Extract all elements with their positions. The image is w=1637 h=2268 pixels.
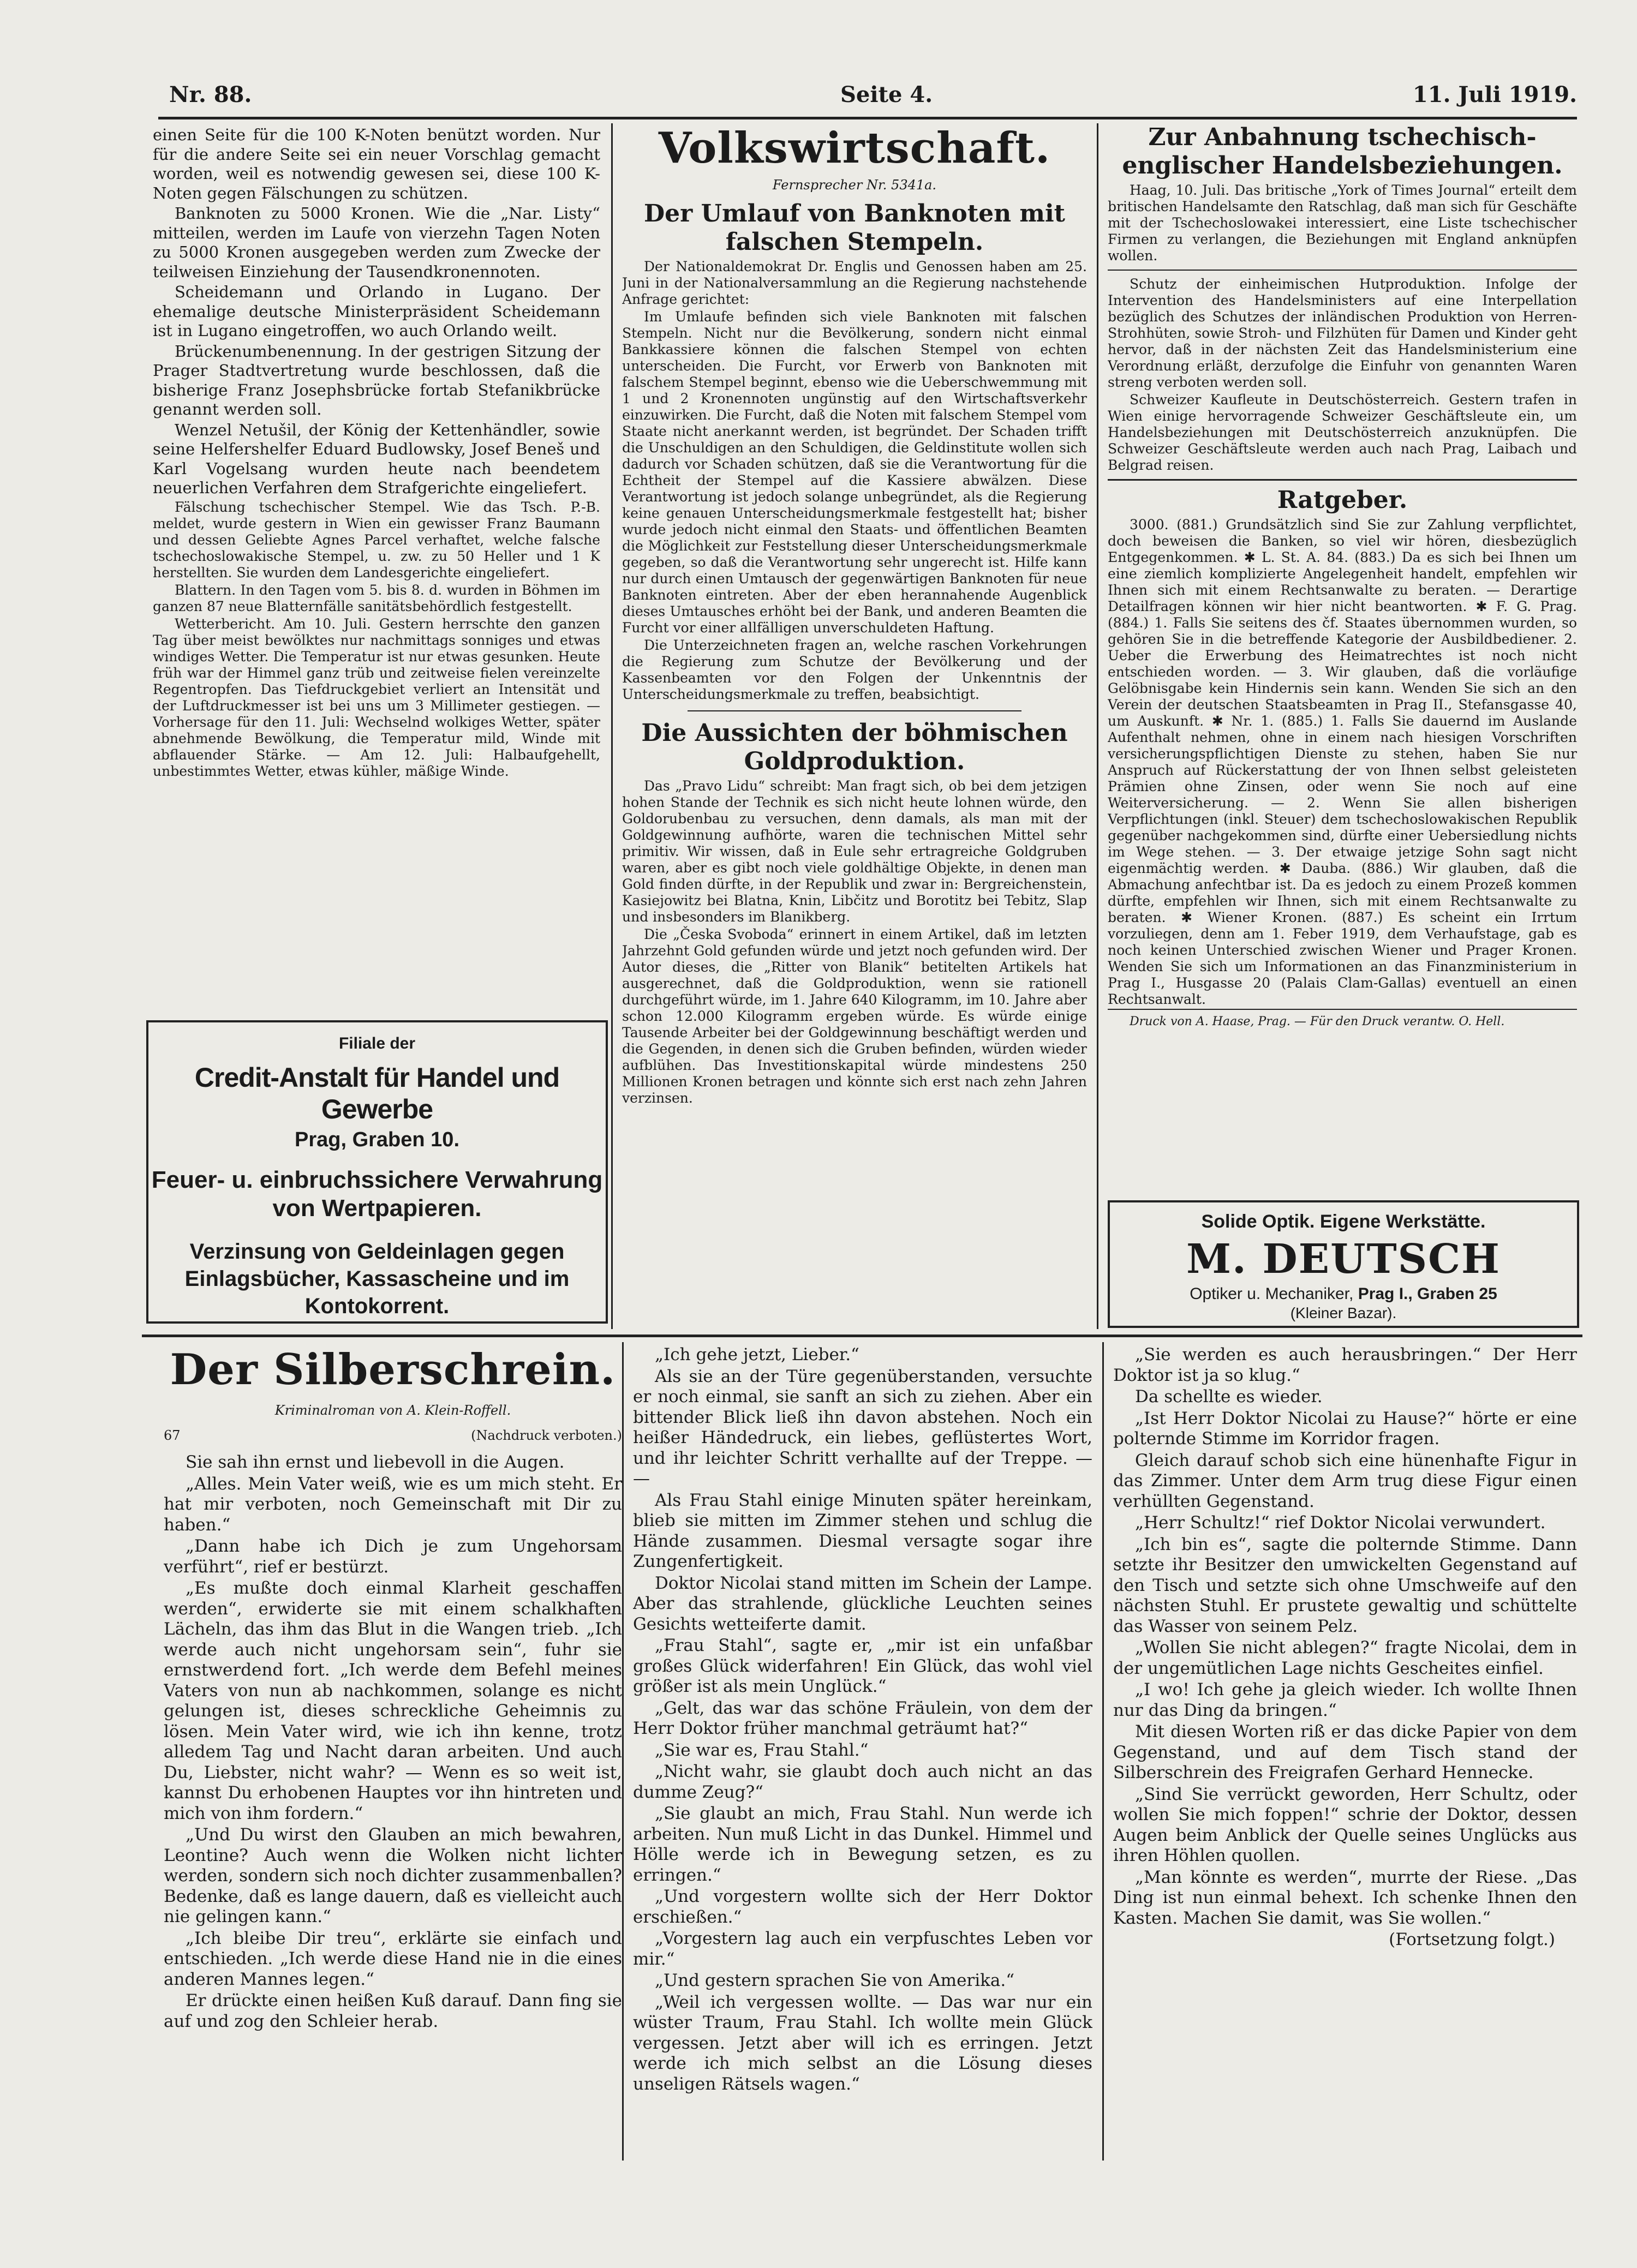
novel-paragraph: „Ich bleibe Dir treu“, erklärte sie einfach und entschieden. „Ich werde diese Hand nie in die eines anderen Mannes legen.“ <box>164 1928 622 1989</box>
novel-paragraph: „Und Du wirst den Glauben an mich bewahren, Leontine? Auch wenn die Wolken nicht lichter werden, sondern sich noch dichter zusammenballen? Bedenke, daß es lange dauern, daß es vielleicht auch nie gelingen kann.“ <box>164 1825 622 1926</box>
bank-ad-name: Credit-Anstalt für Handel und Gewerbe <box>194 1062 560 1124</box>
novel-paragraph: „Sie glaubt an mich, Frau Stahl. Nun werde ich arbeiten. Nun muß Licht in das Dunkel. Himmel und Hölle werde ich in Bewegung setzen, es zu erringen.“ <box>633 1804 1092 1885</box>
novel-paragraph: „Gelt, das war das schöne Fräulein, von dem der Herr Doktor früher manchmal geträumt hat?“ <box>633 1698 1092 1738</box>
news-item: Brückenumbenennung. In der gestrigen Sitzung der Prager Stadtvertretung wurde beschlossen, daß die bisherige Franz Josephsbrücke fortab Stefanikbrücke genannt werden soll. <box>153 342 600 418</box>
novel-paragraph: „Alles. Mein Vater weiß, wie es um mich steht. Er hat mir verboten, noch Gemeinschaft mit Dir zu haben.“ <box>164 1474 622 1535</box>
novel-paragraph: „Dann habe ich Dich je zum Ungehorsam verführt“, rief er bestürzt. <box>164 1536 622 1577</box>
novel-paragraph: „Ich bin es“, sagte die polternde Stimme. Dann setzte ihr Besitzer den umwickelten Gegenstand auf den Tisch und setzte sich ohne Umschweife auf den nächsten Stuhl. Er prustete gewaltig und schüttelte das Wasser von seinem Pelz. <box>1113 1534 1577 1636</box>
article-divider <box>688 710 1021 711</box>
optician-ad-slogan: Solide Optik. Eigene Werkstätte. <box>1201 1211 1486 1232</box>
news-item: Scheidemann und Orlando in Lugano. Der ehemalige deutsche Ministerpräsident Scheidemann ist in Lugano eingetroffen, wo auch Orlando weilt. <box>153 283 600 340</box>
article-title: Der Umlauf von Banknoten mit falschen Stempeln. <box>644 199 1065 256</box>
novel-byline <box>164 1426 622 1446</box>
article-title: Die Aussichten der böhmischen Goldproduktion. <box>641 719 1068 775</box>
novel-paragraph: Er drückte einen heißen Kuß darauf. Dann fing sie auf und zog den Schleier herab. <box>164 1991 622 2031</box>
issue-date: 11. Juli 1919. <box>1412 82 1577 107</box>
installment-number: 67 <box>164 1427 181 1443</box>
column-rule-1 <box>611 123 613 1329</box>
column-rule-2 <box>1097 123 1098 1329</box>
article-paragraph: Die „Česka Svoboda“ erinnert in einem Artikel, daß im letzten Jahrzehnt Gold gefunden würde und jetzt noch gefunden wird. Der Autor dieses, die „Ritter von Blanik“ betitelten Artikels hat ausgerechnet, daß die Goldproduktion, wenn sie rationell durchgeführt würde, im 1. Jahre 640 Kilogramm, im 10. Jahre aber schon 12.000 Kilogramm ergeben würde. Es würde einige Tausende Arbeiter bei der Goldgewinnung beschäftigt werden und die Gegenden, in denen sich die Gruben befinden, würden wieder aufblühen. Das Investitionskapital würde mindestens 250 Millionen Kronen betragen und könnte sich erst nach zehn Jahren verzinsen. <box>622 926 1087 1106</box>
novel-column-rule-1 <box>622 1342 624 2161</box>
novel-paragraph: „Ich gehe jetzt, Lieber.“ <box>655 1345 859 1365</box>
novel-paragraph: „Es mußte doch einmal Klarheit geschaffen werden“, erwiderte sie mit einem schalkhaften Lächeln, das ihm das Blut in die Wangen trieb. „Ich werde auch nicht ungehorsam sein“, fuhr sie ernstwerdend fort. „Ich werde dem Befehl meines Vaters von nun ab nachkommen, solange es nicht gelungen ist, dieses schreckliche Geheimnis zu lösen. Mein Vater wird, wie ich ihn kenne, trotz alledem Tag und Nacht daran arbeiten. Und auch Du, Liebster, nicht wahr? — Wenn es so weit ist, kannst Du erhobenen Hauptes vor ihn hintreten und mich von ihm fordern.“ <box>164 1578 622 1823</box>
novel-column-2 <box>633 1345 1092 2174</box>
novel-paragraph: „Herr Schultz!“ rief Doktor Nicolai verwundert. <box>1135 1513 1546 1533</box>
novel-paragraph: Als sie an der Türe gegenüberstanden, versuchte er noch einmal, sie sanft an sich zu ziehen. Aber ein bittender Blick ließ ihn davon abstehen. Noch ein heißer Händedruck, ein liebes, geflüstertes Wort, und ihr leichter Schritt verhallte auf der Treppe. — — <box>633 1366 1092 1488</box>
article-paragraph: Schutz der einheimischen Hutproduktion. Infolge der Intervention des Handelsministers auf eine Interpellation bezüglich des Schutzes der inländischen Produktion von Herren-Strohhüten, sowie Stroh- und Filzhüten für Damen und Kinder geht hervor, daß in der nächsten Zeit das Handelsministerium eine Verordnung erläßt, derzufolge die Einfuhr von genannten Waren streng verboten werden soll. <box>1108 276 1577 390</box>
optician-ad-name: M. DEUTSCH <box>1186 1236 1501 1283</box>
novel-paragraph: Doktor Nicolai stand mitten im Schein der Lampe. Aber das strahlende, glückliche Leuchten seines Gesichts wetteiferte damit. <box>633 1573 1092 1634</box>
article-paragraph: Haag, 10. Juli. Das britische „York of Times Journal“ erteilt dem britischen Handelsamte den Ratschlag, daß man sich für Geschäfte mit der Tschechoslowakei interessiert, eine Liste tschechischer Firmen zu verlangen, die Beziehungen mit England anknüpfen wollen. <box>1108 182 1577 264</box>
ratgeber-title: Ratgeber. <box>1277 486 1408 514</box>
phone-number: Fernsprecher Nr. 5341a. <box>772 177 937 193</box>
novel-column-rule-2 <box>1102 1342 1104 2161</box>
section-title: Volkswirtschaft. <box>658 123 1051 173</box>
novel-paragraph: „Und vorgestern wollte sich der Herr Doktor erschießen.“ <box>633 1887 1092 1927</box>
bank-ad-service1: Feuer- u. einbruchssichere Verwahrung von Wertpapieren. <box>151 1166 603 1222</box>
article-paragraph: Schweizer Kaufleute in Deutschösterreich. Gestern trafen in Wien einige hervorragende Schweizer Geschäftsleute ein, um Handelsbeziehungen mit Deutschösterreich anzuknüpfen. Die Schweizer Geschäftsleute werden auch nach Prag, Laibach und Belgrad reisen. <box>1108 392 1577 473</box>
middle-column <box>622 123 1087 1324</box>
bank-advertisement <box>146 1020 608 1324</box>
novel-column-3 <box>1113 1345 1577 2174</box>
article-divider <box>1108 479 1577 481</box>
news-item-small: Fälschung tschechischer Stempel. Wie das Tsch. P.-B. meldet, wurde gestern in Wien ein gewisser Franz Baumann und dessen Geliebte Agnes Parcel verhaftet, welche falsche tschechoslowakische Stempel, u. zw. zu 50 Heller und 1 K herstellten. Sie wurden dem Landesgerichte eingeliefert. <box>153 499 600 581</box>
novel-paragraph: „Nicht wahr, sie glaubt doch auch nicht an das dumme Zeug?“ <box>633 1762 1092 1802</box>
novel-paragraph: „Frau Stahl“, sagte er, „mir ist ein unfaßbar großes Glück widerfahren! Ein Glück, das wohl viel größer ist als mein Unglück.“ <box>633 1636 1092 1696</box>
novel-paragraph: „Wollen Sie nicht ablegen?“ fragte Nicolai, dem in der ungemütlichen Lage nichts Gescheites einfiel. <box>1113 1638 1577 1678</box>
bank-ad-service2: Verzinsung von Geldeinlagen gegen Einlagsbücher, Kassascheine und im Kontokorrent. <box>184 1240 570 1318</box>
novel-paragraph: Sie sah ihn ernst und liebevoll in die Augen. <box>186 1452 565 1472</box>
novel-paragraph: „Ist Herr Doktor Nicolai zu Hause?“ hörte er eine polternde Stimme im Korridor fragen. <box>1113 1408 1577 1449</box>
feuilleton-rule <box>142 1335 1582 1337</box>
article-paragraph: Die Unterzeichneten fragen an, welche raschen Vorkehrungen die Regierung zum Schutze der Bevölkerung und der Kassenbeamten vor den Folgen der Unkenntnis der Unterscheidungsmerkmale zu treffen, beabsichtigt. <box>622 637 1087 702</box>
page-number: Seite 4. <box>840 82 933 107</box>
article-paragraph: Der Nationaldemokrat Dr. Englis und Genossen haben am 25. Juni in der Nationalversammlung an die Regierung nachstehende Anfrage gerichtet: <box>622 258 1087 307</box>
news-item: Banknoten zu 5000 Kronen. Wie die „Nar. Listy“ mitteilen, werden im Laufe von vierzehn Tagen Noten zu 5000 Kronen ausgegeben werden zum Zwecke der teilweisen Einziehung der Tausendkronennoten. <box>153 204 600 281</box>
optician-advertisement <box>1108 1200 1579 1328</box>
novel-paragraph: „Und gestern sprachen Sie von Amerika.“ <box>655 1971 1015 1990</box>
novel-paragraph: „Sie werden es auch herausbringen.“ Der Herr Doktor ist ja so klug.“ <box>1113 1345 1577 1385</box>
bank-ad-line1: Filiale der <box>338 1034 416 1052</box>
to-be-continued: (Fortsetzung folgt.) <box>1389 1930 1555 1949</box>
printer-imprint: Druck von A. Haase, Prag. — Für den Druck verantw. O. Hell. <box>1108 1009 1577 1032</box>
novel-author: Kriminalroman von A. Klein-Roffell. <box>274 1403 511 1418</box>
issue-number: Nr. 88. <box>169 82 252 107</box>
reprint-notice: (Nachdruck verboten.) <box>471 1427 622 1443</box>
news-item: Wenzel Netušil, der König der Kettenhändler, sowie seine Helfershelfer Eduard Budlowsky, Josef Beneš und Karl Vogelsang wurden heute nach beendetem neuerlichen Verfahren dem Strafgerichte eingeliefert. <box>153 420 600 497</box>
novel-paragraph: Gleich darauf schob sich eine hünenhafte Figur in das Zimmer. Unter dem Arm trug diese Figur einen verhüllten Gegenstand. <box>1113 1450 1577 1511</box>
novel-paragraph: „Sind Sie verrückt geworden, Herr Schultz, oder wollen Sie mich foppen!“ schrie der Doktor, dessen Augen beim Anblick der Quelle seines Unglücks aus ihren Höhlen quollen. <box>1113 1784 1577 1865</box>
article-divider <box>1108 270 1577 271</box>
news-item-small: Wetterbericht. Am 10. Juli. Gestern herrschte den ganzen Tag über meist bewölktes nur nachmittags sonniges und etwas windiges Wetter. Die Temperatur ist nur etwas gesunken. Heute früh war der Himmel ganz trüb und zeitweise fielen vereinzelte Regentropfen. Das Tiefdruckgebiet verliert an Intensität und der Luftdruckmesser ist bei uns um 3 Millimeter gestiegen. — Vorhersage für den 11. Juli: Wechselnd wolkiges Wetter, später abnehmende Bewölkung, die Temperatur mild, Winde mit abflauender Stärke. — Am 12. Juli: Halbaufgehellt, unbestimmtes Wetter, etwas kühler, mäßige Winde. <box>153 615 600 779</box>
ratgeber-text: 3000. (881.) Grundsätzlich sind Sie zur Zahlung verpflichtet, doch beweisen die Banken, so viel wir hören, diesbezüglich Entgegenkommen. ✱ L. St. A. 84. (883.) Da es sich bei Ihnen um eine ziemlich komplizierte Angelegenheit handelt, empfehlen wir Ihnen sich mit einem Rechtsanwalte zu beraten. — Derartige Detailfragen können wir hier nicht beantworten. ✱ F. G. Prag. (884.) 1. Falls Sie seitens des čf. Staates übernommen wurden, so gehören Sie in die betreffende Kategorie der Ausbildbediener. 2. Ueber die Erwerbung des Heimatrechtes ist noch nicht entschieden worden. — 3. Wir glauben, daß die vorläufige Gelöbnisgabe kein Hindernis sein kann. Wenden Sie sich an den Verein der deutschen Staatsbeamten in Prag II., Stefansgasse 40, um Auskunft. ✱ Nr. 1. (885.) 1. Falls Sie dauernd im Auslande Aufenthalt nehmen, ohne in einem nach hiesigen Vorschriften versicherungspflichtigen Dienste zu stehen, haben Sie nur Anspruch auf Rückerstattung der von Ihnen selbst geleisteten Prämien ohne Zinsen, oder wenn Sie noch auf eine Weiterversicherung. — 2. Wenn Sie allen bisherigen Verpflichtungen (inkl. Steuer) dem tschechoslowakischen Republik gegenüber nachgekommen sind, dürfte einer Uebersiedlung nichts im Wege stehen. — 3. Der etwaige jetzige Sohn sagt nicht eigenmächtig werden. ✱ Dauba. (886.) Wir glauben, daß die Abmachung anfechtbar ist. Da es jedoch zu einem Prozeß kommen dürfte, empfehlen wir Ihnen, sich mit einem Rechtsanwalte zu beraten. ✱ Wiener Kronen. (887.) Es scheint ein Irrtum vorzuliegen, denn am 1. Feber 1919, dem Verhaufstage, gab es noch keinen Unterschied zwischen Wiener und Prager Kronen. Wenden Sie sich um Informationen an das Finanzministerium in Prag I., Husgasse 20 (Palais Clam-Gallas) eventuell an einen Rechtsanwalt. <box>1108 517 1577 1007</box>
article-title: Zur Anbahnung tschechisch-englischer Handelsbeziehungen. <box>1122 123 1563 179</box>
news-item: einen Seite für die 100 K-Noten benützt worden. Nur für die andere Seite sei ein neuer Vorschlag gemacht worden, weil es notwendig gewesen sei, diese 100 K-Noten gegen Fälschungen zu schützen. <box>153 125 600 202</box>
right-column <box>1108 123 1577 1193</box>
article-paragraph: Das „Pravo Lidu“ schreibt: Man fragt sich, ob bei dem jetzigen hohen Stande der Technik es sich nicht heute lohnen würde, den Goldorubenbau zu versuchen, denn damals, als man mit der Goldgewinnung aufhörte, waren die technischen Mittel sehr primitiv. Wir wissen, daß in Eule sehr ertragreiche Goldgruben waren, aber es gibt noch viele goldhältige Objekte, in denen man Gold finden dürfte, in der Republik und zwar in: Bergreichenstein, Kasiejowitz bei Blatna, Knin, Libčitz und Borotitz bei Tebitz, Slap und insbesonders im Blanikberg. <box>622 777 1087 925</box>
bank-ad-address: Prag, Graben 10. <box>294 1128 459 1151</box>
news-item-small: Blattern. In den Tagen vom 5. bis 8. d. wurden in Böhmen im ganzen 87 neue Blatternfälle sanitätsbehördlich festgestellt. <box>153 582 600 614</box>
novel-paragraph: Da schellte es wieder. <box>1135 1387 1323 1407</box>
optician-ad-address: Optiker u. Mechaniker, Prag I., Graben 25 <box>1190 1285 1497 1303</box>
novel-title: Der Silberschrein. <box>170 1345 616 1395</box>
novel-paragraph: „Weil ich vergessen wollte. — Das war nur ein wüster Traum, Frau Stahl. Ich wollte mein Glück vergessen. Jetzt aber will ich es erringen. Jetzt werde ich mich selbst an die Lösung dieses unseligen Rätsels wagen.“ <box>633 1992 1092 2094</box>
novel-paragraph: Als Frau Stahl einige Minuten später hereinkam, blieb sie mitten im Zimmer stehen und schlug die Hände zusammen. Diesmal versagte sogar ihre Zungenfertigkeit. <box>633 1490 1092 1571</box>
left-column <box>153 125 600 1009</box>
novel-paragraph: Mit diesen Worten riß er das dicke Papier von dem Gegenstand, und auf dem Tisch stand der Silberschrein des Freigrafen Gerhard Hennecke. <box>1113 1722 1577 1782</box>
novel-paragraph: „Vorgestern lag auch ein verpfuschtes Leben vor mir.“ <box>633 1929 1092 1969</box>
optician-ad-location: (Kleiner Bazar). <box>1290 1304 1397 1321</box>
novel-column-1 <box>164 1345 622 2174</box>
page-header <box>158 82 1577 115</box>
novel-paragraph: „I wo! Ich gehe ja gleich wieder. Ich wollte Ihnen nur das Ding da bringen.“ <box>1113 1680 1577 1720</box>
novel-paragraph: „Sie war es, Frau Stahl.“ <box>655 1740 869 1760</box>
article-paragraph: Im Umlaufe befinden sich viele Banknoten mit falschen Stempeln. Nicht nur die Bevölkerung, sondern nicht einmal Bankkassiere können die falschen Stempel von echten unterscheiden. Die Furcht, vor Erwerb von Banknoten mit falschem Stempel beginnt, ebenso wie die Ueberschwemmung mit 1 und 2 Kronennoten ungünstig auf den Wirtschaftsverkehr einzuwirken. Die Furcht, daß die Noten mit falschem Stempel vom Staate nicht anerkannt werden, ist begründet. Der Schaden trifft die Unschuldigen an den Schuldigen, die Geldinstitute wollen sich dadurch vor Schaden schützen, daß sie die Verantwortung für die Echtheit der Stempel auf die Kassiere abwälzen. Diese Verantwortung ist jedoch solange unbegründet, als die Regierung keine genauen Unterscheidungsmerkmale festgestellt hat; bisher wurde jedoch nicht einmal den Staats- und öffentlichen Beamten die Möglichkeit zur Feststellung dieser Unterscheidungsmerkmale gegeben, so daß die Verantwortung sehr ungerecht ist. Hilfe kann nur durch einen Umtausch der gegenwärtigen Banknoten für neue Banknoten eintreten. Aber der eben herannahende Augenblick dieses Umtausches erhöht bei der Bank, und anderen Beamten die Furcht vor einer allfälligen unverschuldeten Haftung. <box>622 308 1087 636</box>
header-rule <box>158 117 1577 119</box>
novel-paragraph: „Man könnte es werden“, murrte der Riese. „Das Ding ist nun einmal behext. Ich schenke Ihnen den Kasten. Machen Sie damit, was Sie wollen.“ <box>1113 1867 1577 1928</box>
